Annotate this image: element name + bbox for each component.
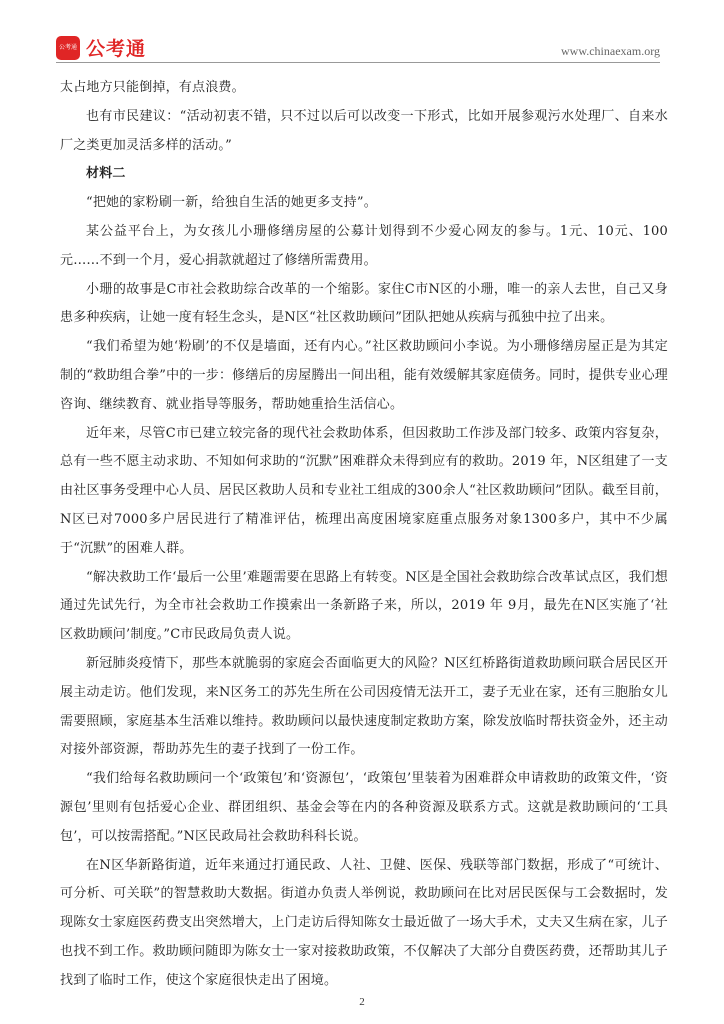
header-divider bbox=[56, 62, 660, 63]
paragraph: 某公益平台上，为女孩儿小珊修缮房屋的公募计划得到不少爱心网友的参与。1元、10元、100元……不到一个月，爱心捐款就超过了修缮所需费用。 bbox=[60, 223, 668, 268]
site-logo[interactable] bbox=[56, 34, 146, 61]
section-heading: 材料二 bbox=[86, 166, 126, 182]
paragraph: “我们给每名救助顾问一个‘政策包’和‘资源包’，‘政策包’里装着为困难群众申请救助的政策文件，‘资源包’里则有包括爱心企业、群团组织、基金会等在内的各种资源及联系方式。这就是救助顾问的‘工具包’，可以按需搭配。”N区民政局社会救助科科长说。 bbox=[60, 771, 668, 844]
paragraph: “解决救助工作‘最后一公里’难题需要在思路上有转变。N区是全国社会救助综合改革试点区，我们想通过先试先行，为全市社会救助工作摸索出一条新路子来，所以，2019 年 9月，最先在N区实施了‘社区救助顾问’制度。”C市民政局负责人说。 bbox=[60, 569, 668, 643]
paragraph: 新冠肺炎疫情下，那些本就脆弱的家庭会否面临更大的风险？N区红桥路街道救助顾问联合居民区开展主动走访。他们发现，来N区务工的苏先生所在公司因疫情无法开工，妻子无业在家，还有三胞胎女儿需要照顾，家庭基本生活难以维持。救助顾问以最快速度制定救助方案，除发放临时帮扶资金外，还主动对接外部资源，帮助苏先生的妻子找到了一份工作。 bbox=[60, 655, 668, 758]
logo-text: 公考通 bbox=[86, 38, 147, 60]
page-number: 2 bbox=[359, 996, 365, 1008]
paragraph: 近年来，尽管C市已建立较完备的现代社会救助体系，但因救助工作涉及部门较多、政策内容复杂，总有一些不愿主动求助、不知如何求助的“沉默”困难群众未得到应有的救助。2019 年，N区组建了一支由社区事务受理中心人员、居民区救助人员和专业社工组成的300余人“社区救助顾问”团队。截至目前，N区已对7000多户居民进行了精准评估，梳理出高度困境家庭重点服务对象1300多户，其中不少属于“沉默”的困难人群。 bbox=[60, 425, 668, 556]
paragraph: 小珊的故事是C市社会救助综合改革的一个缩影。家住C市N区的小珊，唯一的亲人去世，自己又身患多种疾病，让她一度有轻生念头，是N区“社区救助顾问”团队把她从疾病与孤独中拉了出来。 bbox=[60, 281, 668, 326]
paragraph-continuation: 太占地方只能倒掉，有点浪费。 bbox=[60, 80, 245, 95]
document-body bbox=[60, 74, 668, 996]
paragraph: “把她的家粉刷一新，给独自生活的她更多支持”。 bbox=[86, 195, 377, 211]
logo-badge-icon: 公考通 bbox=[56, 36, 80, 60]
site-url[interactable]: www.chinaexam.org bbox=[561, 44, 660, 58]
paragraph: 在N区华新路街道，近年来通过打通民政、人社、卫健、医保、残联等部门数据，形成了“可统计、可分析、可关联”的智慧救助大数据。街道办负责人举例说，救助顾问在比对居民医保与工会数据时，发现陈女士家庭医药费支出突然增大，上门走访后得知陈女士最近做了一场大手术，丈夫又生病在家，儿子也找不到工作。救助顾问随即为陈女士一家对接救助政策，不仅解决了大部分自费医药费，还帮助其儿子找到了临时工作，使这个家庭很快走出了困境。 bbox=[60, 857, 668, 988]
page-header bbox=[56, 30, 660, 64]
paragraph: “我们希望为她‘粉刷’的不仅是墙面，还有内心。”社区救助顾问小李说。为小珊修缮房屋正是为其定制的“救助组合拳”中的一步：修缮后的房屋腾出一间出租，能有效缓解其家庭债务。同时，提供专业心理咨询、继续教育、就业指导等服务，帮助她重拾生活信心。 bbox=[60, 339, 668, 412]
paragraph: 也有市民建议：“活动初衷不错，只不过以后可以改变一下形式，比如开展参观污水处理厂、自来水厂之类更加灵活多样的活动。” bbox=[60, 108, 668, 153]
